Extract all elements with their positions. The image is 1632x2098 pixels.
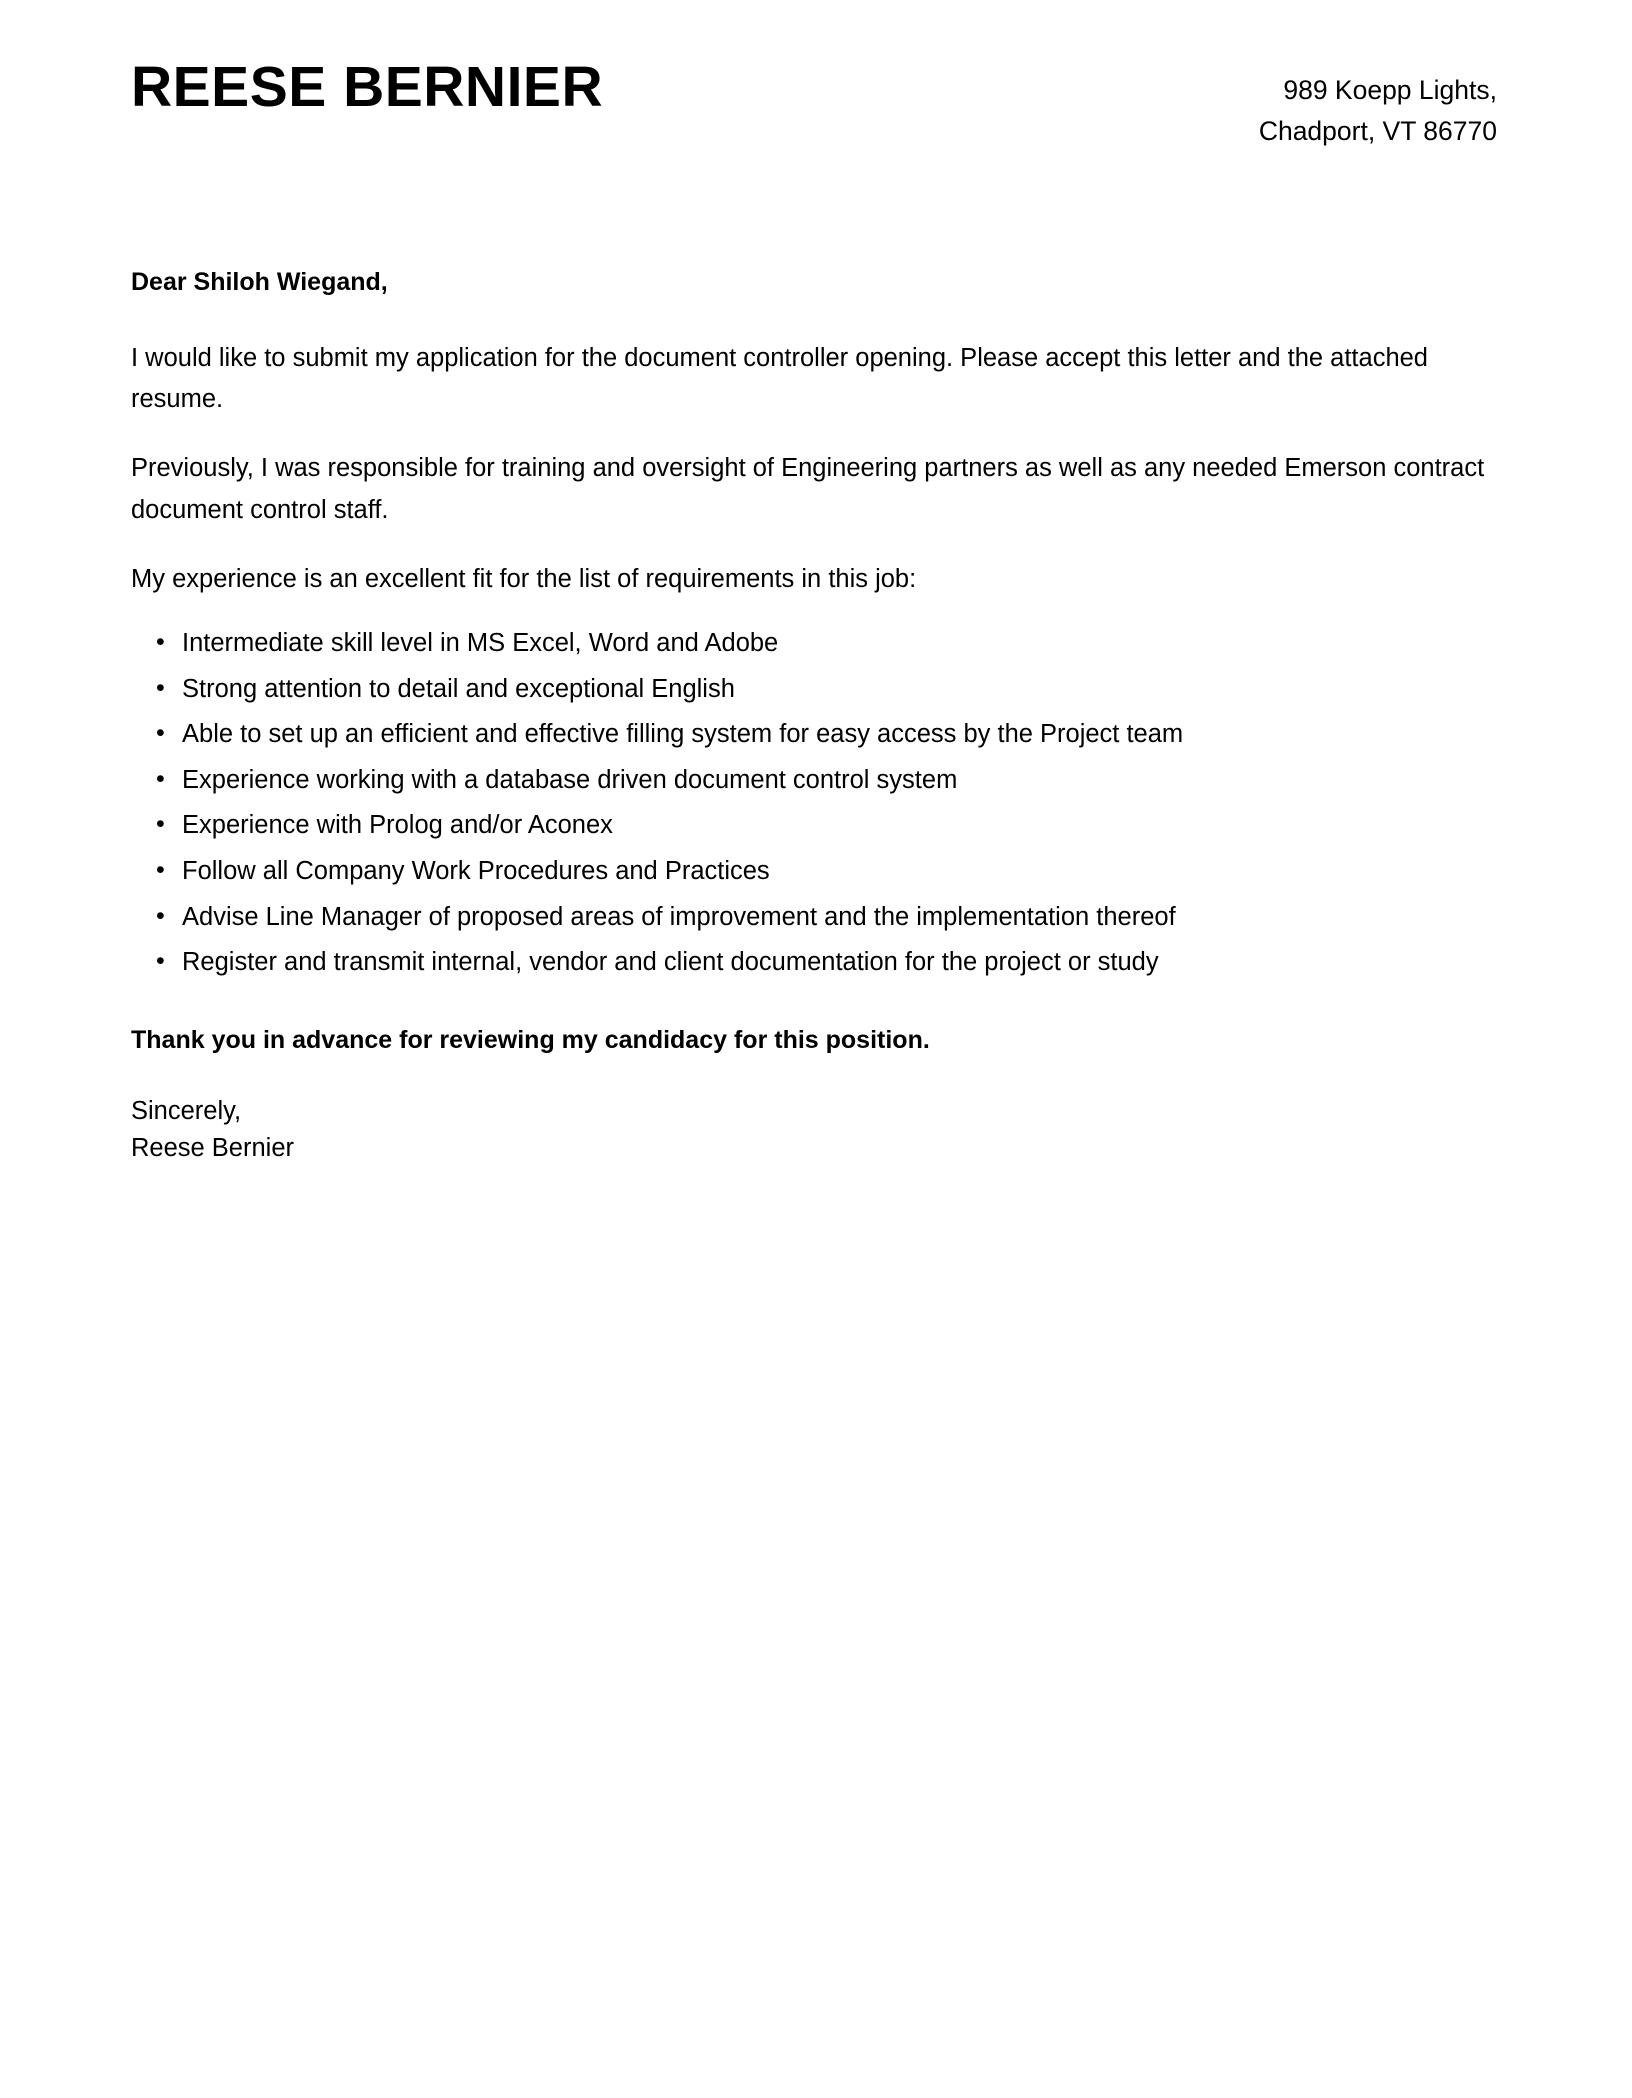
signature-block bbox=[131, 1093, 1497, 1165]
list-item: • Strong attention to detail and exceptional English bbox=[131, 674, 1497, 705]
page-title: REESE BERNIER bbox=[131, 55, 604, 119]
body-paragraph-1: I would like to submit my application for the document controller opening. Please accept this letter and the attached resume. bbox=[131, 343, 1428, 413]
letter-header bbox=[0, 0, 1632, 152]
body-paragraph-3: My experience is an excellent fit for the list of requirements in this job: bbox=[131, 564, 917, 593]
list-item: • Able to set up an efficient and effective filling system for easy access by the Project team bbox=[131, 719, 1497, 750]
signoff-text: Sincerely, bbox=[131, 1097, 242, 1126]
address-line-street: 989 Koepp Lights, bbox=[1283, 75, 1497, 105]
list-item: • Advise Line Manager of proposed areas of improvement and the implementation thereof bbox=[131, 902, 1497, 933]
closing-statement: Thank you in advance for reviewing my candidacy for this position. bbox=[131, 1025, 930, 1054]
address-line-city-state-zip: Chadport, VT 86770 bbox=[1258, 116, 1497, 147]
salutation: Dear Shiloh Wiegand, bbox=[131, 268, 388, 297]
requirements-list bbox=[131, 628, 1497, 978]
signature-name: Reese Bernier bbox=[131, 1133, 294, 1162]
sender-address-block bbox=[1259, 58, 1497, 152]
list-item: • Follow all Company Work Procedures and Practices bbox=[131, 856, 1497, 887]
list-item: • Experience working with a database driven document control system bbox=[131, 765, 1497, 796]
letter-body bbox=[0, 264, 1632, 1166]
list-item: • Intermediate skill level in MS Excel, Word and Adobe bbox=[131, 628, 1497, 659]
list-item: • Experience with Prolog and/or Aconex bbox=[131, 810, 1497, 841]
list-item: • Register and transmit internal, vendor and client documentation for the project or study bbox=[131, 947, 1497, 978]
body-paragraph-2: Previously, I was responsible for training and oversight of Engineering partners as well as any needed Emerson contract document control staff. bbox=[131, 454, 1485, 524]
